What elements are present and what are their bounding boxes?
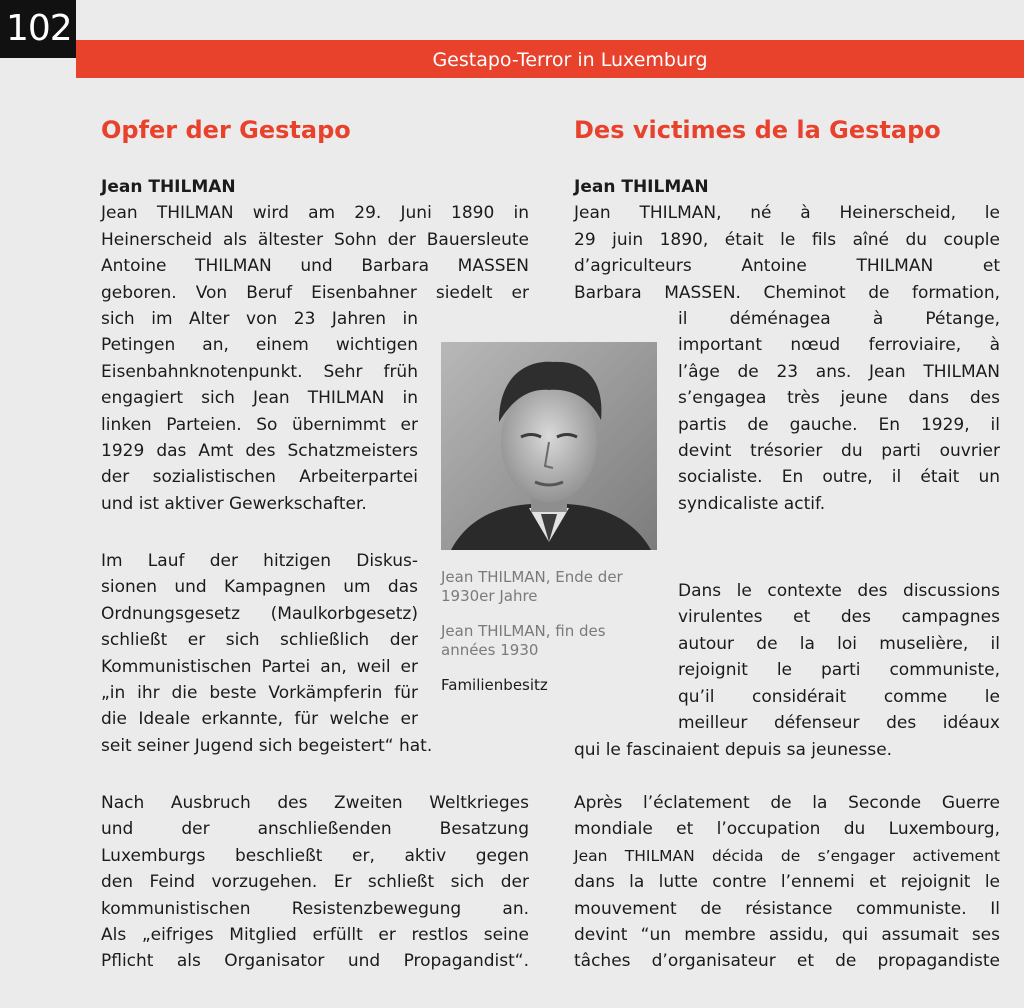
- text-line: der sozialistischen Arbeiterpartei: [101, 467, 418, 488]
- text-line: syndicaliste actif.: [678, 493, 826, 514]
- german-block-2: [101, 548, 418, 733]
- caption-line: années 1930: [441, 641, 539, 659]
- photo-caption-french: [441, 622, 663, 660]
- text-line: 1929 das Amt des Schatzmeisters: [101, 441, 418, 462]
- text-line: seit seiner Jugend sich begeistert“ hat.: [101, 736, 433, 756]
- text-line: Dans le contexte des discussions: [678, 581, 1000, 601]
- text-line: „in ihr die beste Vorkämpferin für: [101, 683, 418, 704]
- french-block-1: [574, 174, 1000, 306]
- text-line: l’âge de 23 ans. Jean THILMAN: [678, 361, 1000, 382]
- text-line: Ordnungsgesetz (Maulkorbgesetz): [101, 603, 418, 624]
- text-line: Als „eifriges Mitglied erfüllt er restlos seine: [101, 925, 529, 946]
- french-block-2-last: [574, 737, 1000, 763]
- text-line: Antoine THILMAN und Barbara MASSEN: [101, 256, 529, 277]
- text-line: Jean THILMAN wird am 29. Juni 1890 in: [101, 203, 529, 224]
- text-line: partis de gauche. En 1929, il: [678, 414, 1000, 435]
- french-block-2: [678, 578, 1000, 736]
- french-block-3: [574, 790, 1000, 975]
- text-line: il déménagea à Pétange,: [678, 309, 1000, 329]
- text-line: devint trésorier du parti ouvrier: [678, 441, 1000, 462]
- text-line: Heinerscheid als ältester Sohn der Bauersleute: [101, 229, 529, 250]
- text-line: und ist aktiver Gewerkschafter.: [101, 493, 367, 514]
- text-line: Jean THILMAN, né à Heinerscheid, le: [574, 203, 1000, 224]
- text-line: Petingen an, einem wichtigen: [101, 335, 418, 356]
- portrait-figure: [441, 342, 657, 550]
- text-line: virulentes et des campagnes: [678, 607, 1000, 628]
- text-line: sionen und Kampagnen um das: [101, 577, 418, 598]
- text-line: meilleur défenseur des idéaux: [678, 713, 1000, 734]
- german-block-3: [101, 790, 529, 975]
- german-block-1-narrow: [101, 306, 418, 517]
- text-line: mouvement de résistance communiste. Il: [574, 898, 1000, 919]
- text-line: s’engagea très jeune dans des: [678, 388, 1000, 409]
- text-line: Jean THILMAN décida de s’engager activement: [574, 846, 1000, 865]
- text-line: Kommunistischen Partei an, weil er: [101, 656, 418, 677]
- french-heading: Des victimes de la Gestapo: [574, 116, 941, 144]
- running-header: Gestapo-Terror in Luxemburg: [76, 40, 1024, 78]
- text-line: Barbara MASSEN. Cheminot de formation,: [574, 282, 1000, 303]
- text-line: linken Parteien. So übernimmt er: [101, 414, 418, 435]
- text-line: autour de la loi muselière, il: [678, 633, 1000, 654]
- french-name: Jean THILMAN: [574, 177, 709, 197]
- text-line: Im Lauf der hitzigen Diskus-: [101, 551, 418, 571]
- text-line: kommunistischen Resistenzbewegung an.: [101, 898, 529, 919]
- photo-caption-german: [441, 568, 663, 606]
- text-line: d’agriculteurs Antoine THILMAN et: [574, 256, 1000, 277]
- text-line: devint “un membre assidu, qui assumait ses: [574, 925, 1000, 946]
- caption-line: 1930er Jahre: [441, 587, 538, 605]
- text-line: sich im Alter von 23 Jahren in: [101, 309, 418, 329]
- text-line: qu’il considérait comme le: [678, 686, 1000, 707]
- german-heading: Opfer der Gestapo: [101, 116, 351, 144]
- text-line: important nœud ferroviaire, à: [678, 335, 1000, 356]
- text-line: qui le fascinaient depuis sa jeunesse.: [574, 740, 893, 760]
- text-line: engagiert sich Jean THILMAN in: [101, 388, 418, 409]
- german-name: Jean THILMAN: [101, 177, 236, 197]
- text-line: Pflicht als Organisator und Propagandist“.: [101, 951, 529, 972]
- text-line: Eisenbahnknotenpunkt. Sehr früh: [101, 361, 418, 382]
- text-line: rejoignit le parti communiste,: [678, 660, 1000, 681]
- photo-credit: Familienbesitz: [441, 676, 548, 694]
- text-line: Nach Ausbruch des Zweiten Weltkrieges: [101, 793, 529, 813]
- text-line: dans la lutte contre l’ennemi et rejoignit le: [574, 872, 1000, 893]
- portrait-photo: [441, 342, 657, 550]
- text-line: socialiste. En outre, il était un: [678, 467, 1000, 488]
- text-line: Après l’éclatement de la Seconde Guerre: [574, 793, 1000, 813]
- text-line: schließt er sich schließlich der: [101, 630, 418, 651]
- text-line: und der anschließenden Besatzung: [101, 819, 529, 840]
- text-line: die Ideale erkannte, für welche er: [101, 709, 418, 730]
- german-block-2-last: [101, 733, 529, 759]
- text-line: tâches d’organisateur et de propagandiste: [574, 951, 1000, 972]
- text-line: mondiale et l’occupation du Luxembourg,: [574, 819, 1000, 840]
- page-number: 102: [0, 0, 76, 58]
- text-line: geboren. Von Beruf Eisenbahner siedelt er: [101, 282, 529, 303]
- text-line: Luxemburgs beschließt er, aktiv gegen: [101, 845, 529, 866]
- text-line: 29 juin 1890, était le fils aîné du couple: [574, 229, 1000, 250]
- german-block-1: [101, 174, 529, 306]
- text-line: den Feind vorzugehen. Er schließt sich der: [101, 872, 529, 893]
- french-block-1-narrow: [678, 306, 1000, 517]
- caption-line: Jean THILMAN, fin des: [441, 622, 606, 640]
- caption-line: Jean THILMAN, Ende der: [441, 568, 623, 586]
